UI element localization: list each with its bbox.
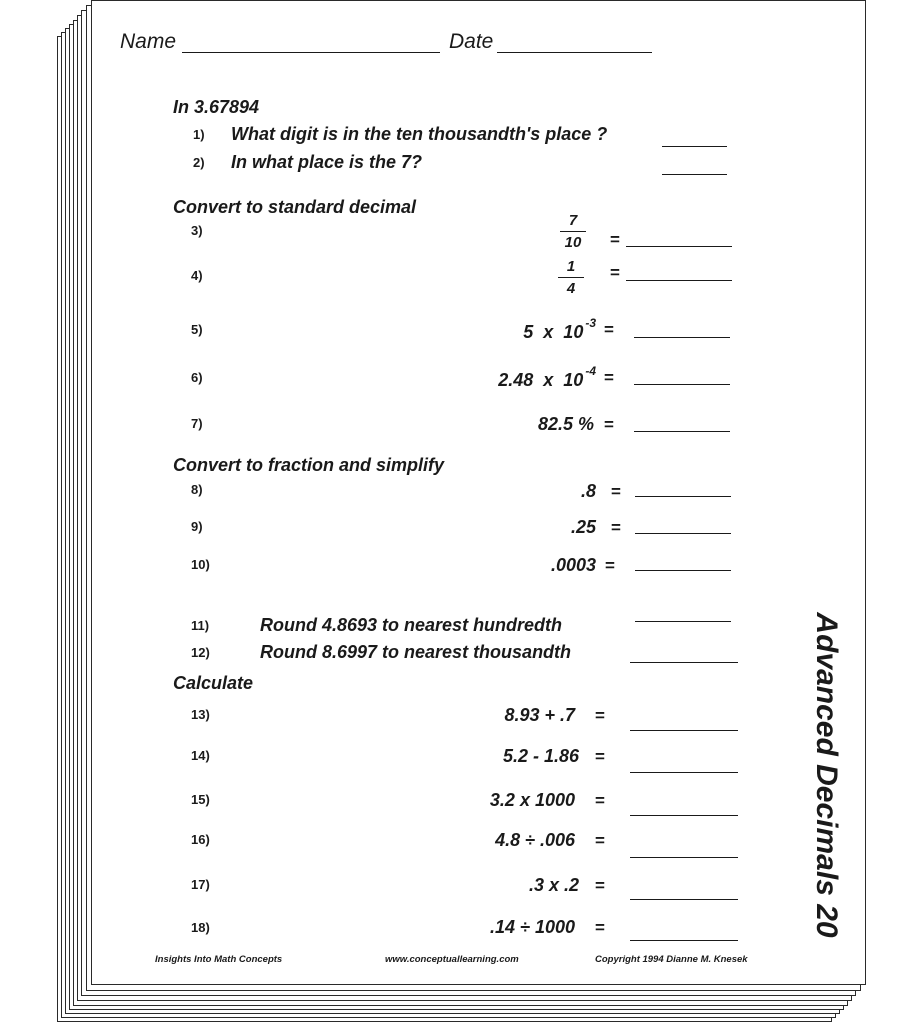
answer-blank[interactable] [662, 146, 727, 147]
section-title: In 3.67894 [173, 97, 260, 117]
answer-blank[interactable] [634, 337, 730, 338]
equals-sign: = [595, 918, 605, 937]
expression: 3.2 x 1000 [489, 790, 575, 810]
equals-sign: = [595, 706, 605, 725]
footer-left: Insights Into Math Concepts [155, 954, 283, 965]
answer-blank[interactable] [630, 815, 738, 816]
answer-blank[interactable] [634, 431, 730, 432]
question-number: 15) [191, 792, 210, 807]
question-number: 11) [191, 618, 210, 633]
question-number: 6) [191, 370, 203, 385]
answer-blank[interactable] [635, 621, 731, 622]
answer-blank[interactable] [626, 246, 732, 247]
answer-blank[interactable] [635, 570, 731, 571]
question-number: 18) [191, 920, 210, 935]
section-title: Calculate [173, 673, 254, 693]
question-number: 13) [191, 707, 210, 722]
question-number: 1) [193, 127, 205, 142]
question-number: 10) [191, 557, 210, 572]
fraction [558, 258, 584, 297]
question-number: 9) [191, 519, 203, 534]
expression: 82.5 % [537, 414, 594, 434]
fraction-numerator: 1 [558, 258, 584, 278]
equals-sign: = [595, 747, 605, 766]
answer-blank[interactable] [634, 384, 730, 385]
equals-sign: = [610, 263, 620, 282]
answer-blank[interactable] [635, 496, 731, 497]
question-number: 5) [191, 322, 203, 337]
answer-blank[interactable] [630, 899, 738, 900]
answer-blank[interactable] [630, 662, 738, 663]
equals-sign: = [604, 368, 614, 387]
question-number: 17) [191, 877, 210, 892]
equals-sign: = [595, 876, 605, 895]
answer-blank[interactable] [635, 533, 731, 534]
exponent: -4 [585, 364, 596, 378]
exponent: -3 [585, 316, 596, 330]
question-text: What digit is in the ten thousandth's place ? [231, 124, 608, 144]
name-label: Name [120, 30, 177, 53]
question-number: 7) [191, 416, 203, 431]
expression: .14 ÷ 1000 [490, 917, 575, 937]
answer-blank[interactable] [626, 280, 732, 281]
question-text: In what place is the 7? [231, 152, 423, 172]
expression: 8.93 + .7 [504, 705, 575, 725]
fraction-denominator: 4 [566, 280, 576, 297]
date-label: Date [449, 30, 494, 53]
answer-blank[interactable] [630, 772, 738, 773]
equals-sign: = [604, 415, 614, 434]
question-text: Round 4.8693 to nearest hundredth [260, 615, 563, 635]
answer-blank[interactable] [662, 174, 727, 175]
equals-sign: = [611, 518, 621, 537]
question-number: 16) [191, 832, 210, 847]
name-field[interactable] [182, 52, 440, 53]
expression-base: 2.48 x 10 [498, 370, 584, 390]
section-title: Convert to standard decimal [173, 197, 417, 217]
equals-sign: = [595, 831, 605, 850]
equals-sign: = [611, 482, 621, 501]
question-number: 3) [191, 223, 203, 238]
expression: .8 [580, 481, 596, 501]
question-number: 14) [191, 748, 210, 763]
question-number: 2) [193, 155, 205, 170]
answer-blank[interactable] [630, 730, 738, 731]
expression-base: 5 x 10 [523, 322, 584, 342]
expression: .25 [570, 517, 596, 537]
question-text: Round 8.6997 to nearest thousandth [260, 642, 572, 662]
equals-sign: = [604, 320, 614, 339]
answer-blank[interactable] [630, 940, 738, 941]
fraction-numerator: 7 [560, 212, 586, 232]
equals-sign: = [605, 556, 615, 575]
section-title: Convert to fraction and simplify [173, 455, 445, 475]
question-number: 8) [191, 482, 203, 497]
date-field[interactable] [497, 52, 652, 53]
fraction [560, 212, 586, 251]
expression: .3 x .2 [528, 875, 579, 895]
expression: 5.2 - 1.86 [502, 746, 579, 766]
equals-sign: = [595, 791, 605, 810]
question-number: 12) [191, 645, 210, 660]
question-number: 4) [191, 268, 203, 283]
fraction-denominator: 10 [564, 234, 582, 251]
worksheet-side-title: Advanced Decimals 20 [810, 612, 843, 938]
expression: .0003 [550, 555, 596, 575]
expression: 4.8 ÷ .006 [495, 830, 575, 850]
expression [498, 364, 596, 391]
expression [523, 316, 596, 343]
footer-center: www.conceptuallearning.com [385, 954, 519, 965]
equals-sign: = [610, 230, 620, 249]
footer-right: Copyright 1994 Dianne M. Knesek [595, 954, 748, 965]
answer-blank[interactable] [630, 857, 738, 858]
